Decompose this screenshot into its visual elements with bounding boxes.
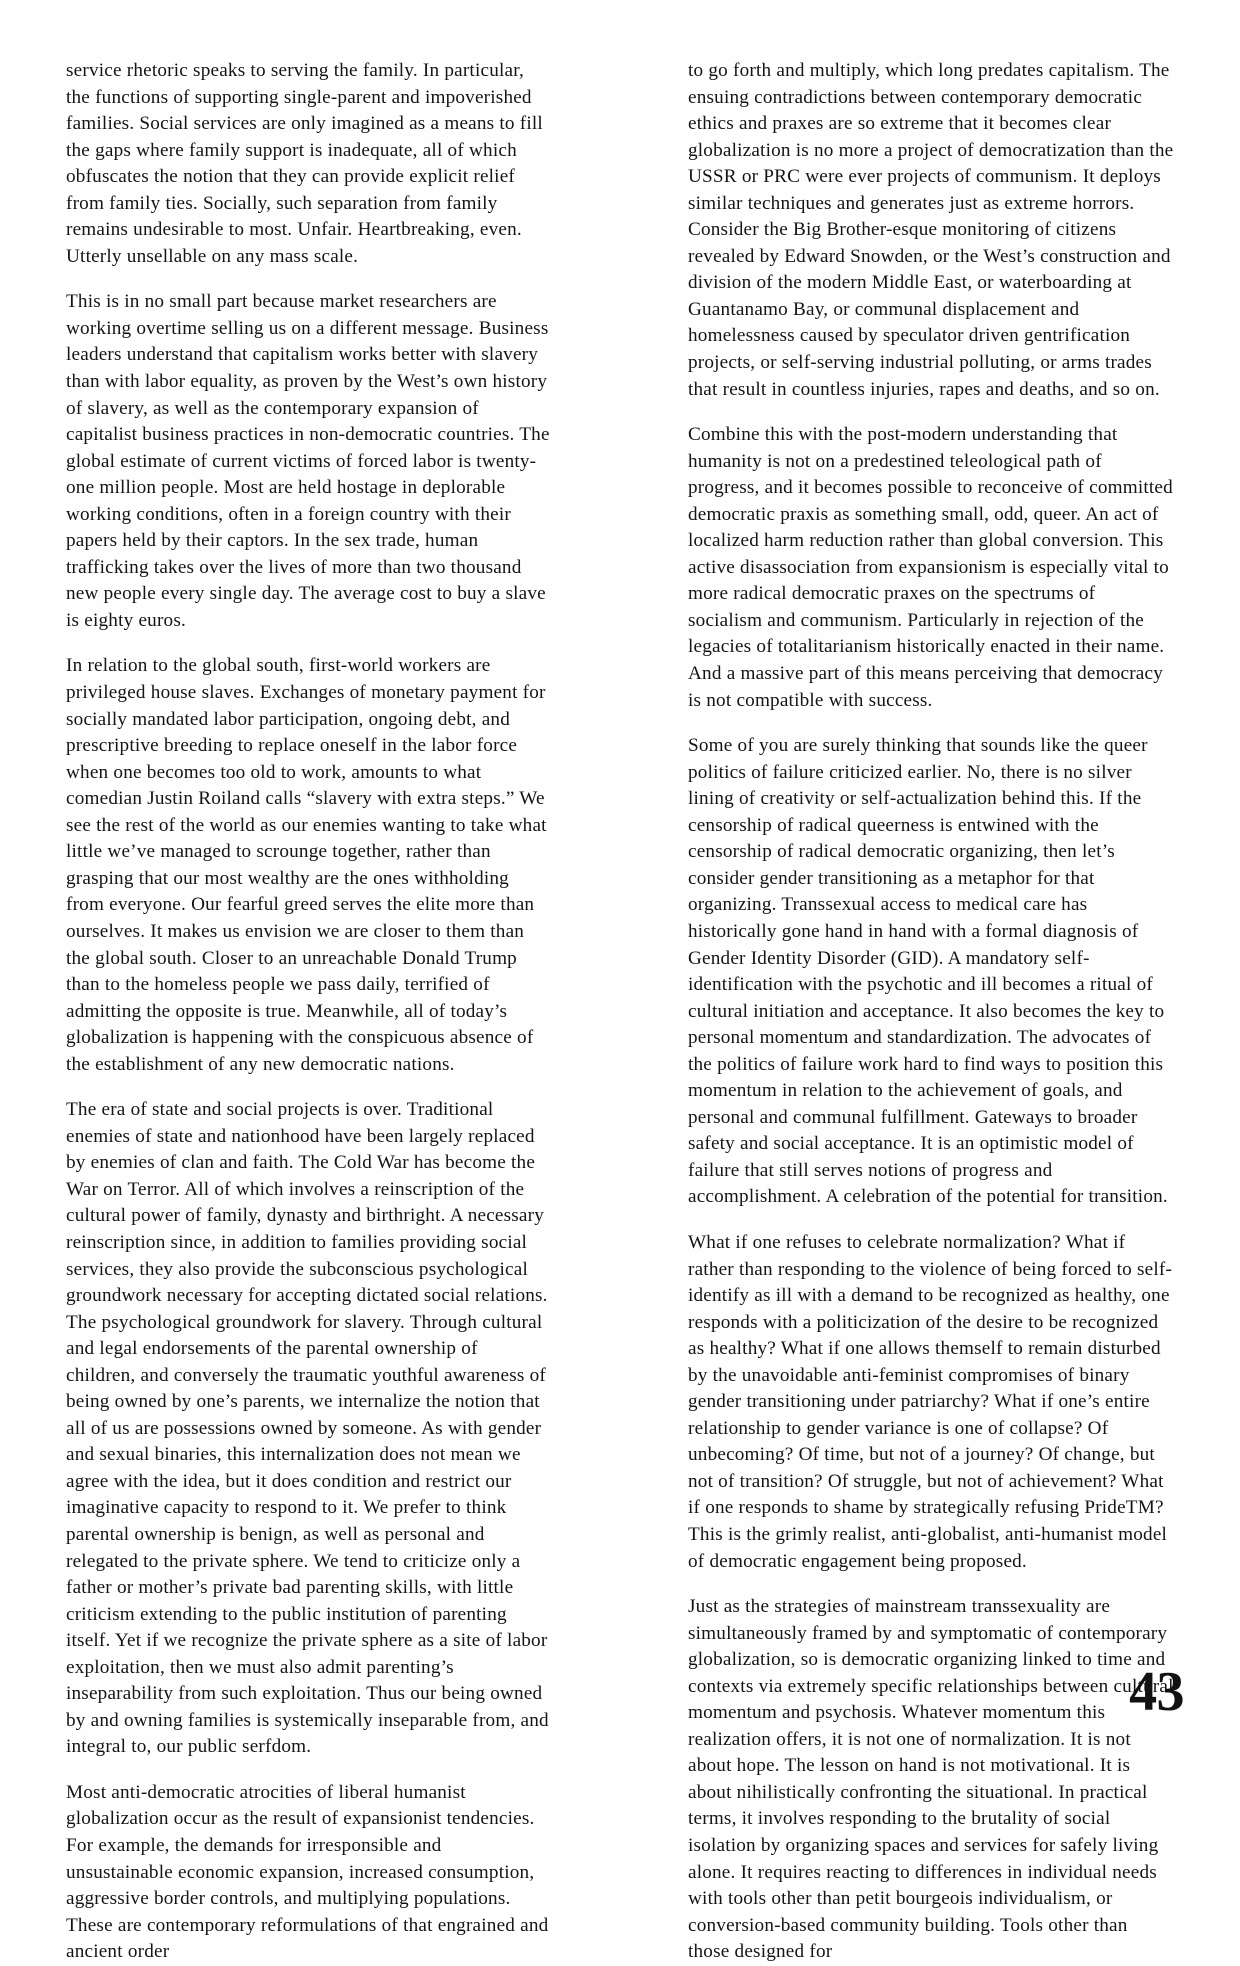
paragraph: Most anti-democratic atrocities of liberal humanist globalization occur as the result of expansionist tendencies. For example, the demands for irresponsible and unsustainable economic expansion, increased consumption, aggressive border controls, and multiplying populations. These are contemporary reformulations of that engrained and ancient order — [66, 1781, 549, 1963]
paragraph: What if one refuses to celebrate normalization? What if rather than responding to the violence of being forced to self-identify as ill with a demand to be recognized as healthy, one responds with a politicization of the desire to be recognized as healthy? What if one allows themself to remain disturbed by the unavoidable anti-feminist compromises of binary gender transitioning under patriarchy? What if one’s entire relationship to gender variance is one of collapse? Of unbecoming? Of time, but not of a journey? Of change, but not of transition? Of struggle, but not of achievement? What if one responds to shame by strategically refusing PrideTM? This is the grimly realist, anti-globalist, anti-humanist model of democratic engagement being proposed. — [688, 1231, 1173, 1572]
page-number: 43 — [1129, 1661, 1184, 1723]
paragraph: The era of state and social projects is over. Traditional enemies of state and nationhood have been largely replaced by enemies of clan and faith. The Cold War has become the War on Terror. All of which involves a reinscription of the cultural power of family, dynasty and birthright. A necessary reinscription since, in addition to families providing social services, they also provide the subconscious psychological groundwork necessary for accepting dictated social relations. The psychological groundwork for slavery. Through cultural and legal endorsements of the parental ownership of children, and conversely the traumatic youthful awareness of being owned by one’s parents, we internalize the notion that all of us are possessions owned by someone. As with gender and sexual binaries, this internalization does not mean we agree with the idea, but it does condition and restrict our imaginative capacity to respond to it. We prefer to think parental ownership is benign, as well as personal and relegated to the private sphere. We tend to criticize only a father or mother’s private bad parenting skills, with little criticism extending to the public institution of parenting itself. Yet if we recognize the private sphere as a site of labor exploitation, then we must also admit parenting’s inseparability from such exploitation. Thus our being owned by and owning families is systemically inseparable from, and integral to, our public serfdom. — [66, 1099, 549, 1758]
paragraph: to go forth and multiply, which long predates capitalism. The ensuing contradictions between contemporary democratic ethics and praxes are so extreme that it becomes clear globalization is no more a project of democratization than the USSR or PRC were ever projects of communism. It deploys similar techniques and generates just as extreme horrors. Consider the Big Brother-esque monitoring of citizens revealed by Edward Snowden, or the West’s construction and division of the modern Middle East, or waterboarding at Guantanamo Bay, or communal displacement and homelessness caused by speculator driven gentrification projects, or self-serving industrial polluting, or arms trades that result in countless injuries, rapes and deaths, and so on. — [688, 60, 1174, 400]
paragraph: Just as the strategies of mainstream transsexuality are simultaneously framed by and symptomatic of contemporary globalization, so is democratic organizing linked to time and contexts via extremely specific relationships between cultural momentum and psychosis. Whatever momentum this realization offers, it is not one of normalization. It is not about hope. The lesson on hand is not motivational. It is about nihilistically confronting the situational. In practical terms, it involves responding to the brutality of social isolation by organizing spaces and services for safely living alone. It requires reacting to differences in individual needs with tools other than petit bourgeois individualism, or conversion-based community building. Tools other than those designed for — [688, 1596, 1174, 1963]
paragraph: This is in no small part because market researchers are working overtime selling us on a different message. Business leaders understand that capitalism works better with slavery than with labor equality, as proven by the West’s own history of slavery, as well as the contemporary expansion of capitalist business practices in non-democratic countries. The global estimate of current victims of forced labor is twenty-one million people. Most are held hostage in deplorable working conditions, often in a foreign country with their papers held by their captors. In the sex trade, human trafficking takes over the lives of more than two thousand new people every single day. The average cost to buy a slave is eighty euros. — [66, 291, 550, 631]
paragraph: Some of you are surely thinking that sounds like the queer politics of failure criticized earlier. No, there is no silver lining of creativity or self-actualization behind this. If the censorship of radical queerness is entwined with the censorship of radical democratic organizing, then let’s consider gender transitioning as a metaphor for that organizing. Transsexual access to medical care has historically gone hand in hand with a formal diagnosis of Gender Identity Disorder (GID). A mandatory self-identification with the psychotic and ill becomes a ritual of cultural initiation and acceptance. It also becomes the key to personal momentum and standardization. The advocates of the politics of failure work hard to find ways to position this momentum in relation to the achievement of goals, and personal and communal fulfillment. Gateways to broader safety and social acceptance. It is an optimistic model of failure that still serves notions of progress and accomplishment. A celebration of the potential for transition. — [688, 735, 1168, 1208]
left-column — [66, 58, 552, 1963]
paragraph: In relation to the global south, first-world workers are privileged house slaves. Exchanges of monetary payment for socially mandated labor participation, ongoing debt, and prescriptive breeding to replace oneself in the labor force when one becomes too old to work, amounts to what comedian Justin Roiland calls “slavery with extra steps.” We see the rest of the world as our enemies wanting to take what little we’ve managed to scrounge together, rather than grasping that our most wealthy are the ones withholding from everyone. Our fearful greed serves the elite more than ourselves. It makes us envision we are closer to them than the global south. Closer to an unreachable Donald Trump than to the homeless people we pass daily, terrified of admitting the opposite is true. Meanwhile, all of today’s globalization is happening with the conspicuous absence of the establishment of any new democratic nations. — [66, 655, 547, 1075]
paragraph: service rhetoric speaks to serving the family. In particular, the functions of supporting single-parent and impoverished families. Social services are only imagined as a means to fill the gaps where family support is inadequate, all of which obfuscates the notion that they can provide explicit relief from family ties. Socially, such separation from family remains undesirable to most. Unfair. Heartbreaking, even. Utterly unsellable on any mass scale. — [66, 60, 543, 267]
paragraph: Combine this with the post-modern understanding that humanity is not on a predestined teleological path of progress, and it becomes possible to reconceive of committed democratic praxis as something small, odd, queer. An act of localized harm reduction rather than global conversion. This active disassociation from expansionism is especially vital to more radical democratic praxes on the spectrums of socialism and communism. Particularly in rejection of the legacies of totalitarianism historically enacted in their name. And a massive part of this means perceiving that democracy is not compatible with success. — [688, 424, 1173, 711]
